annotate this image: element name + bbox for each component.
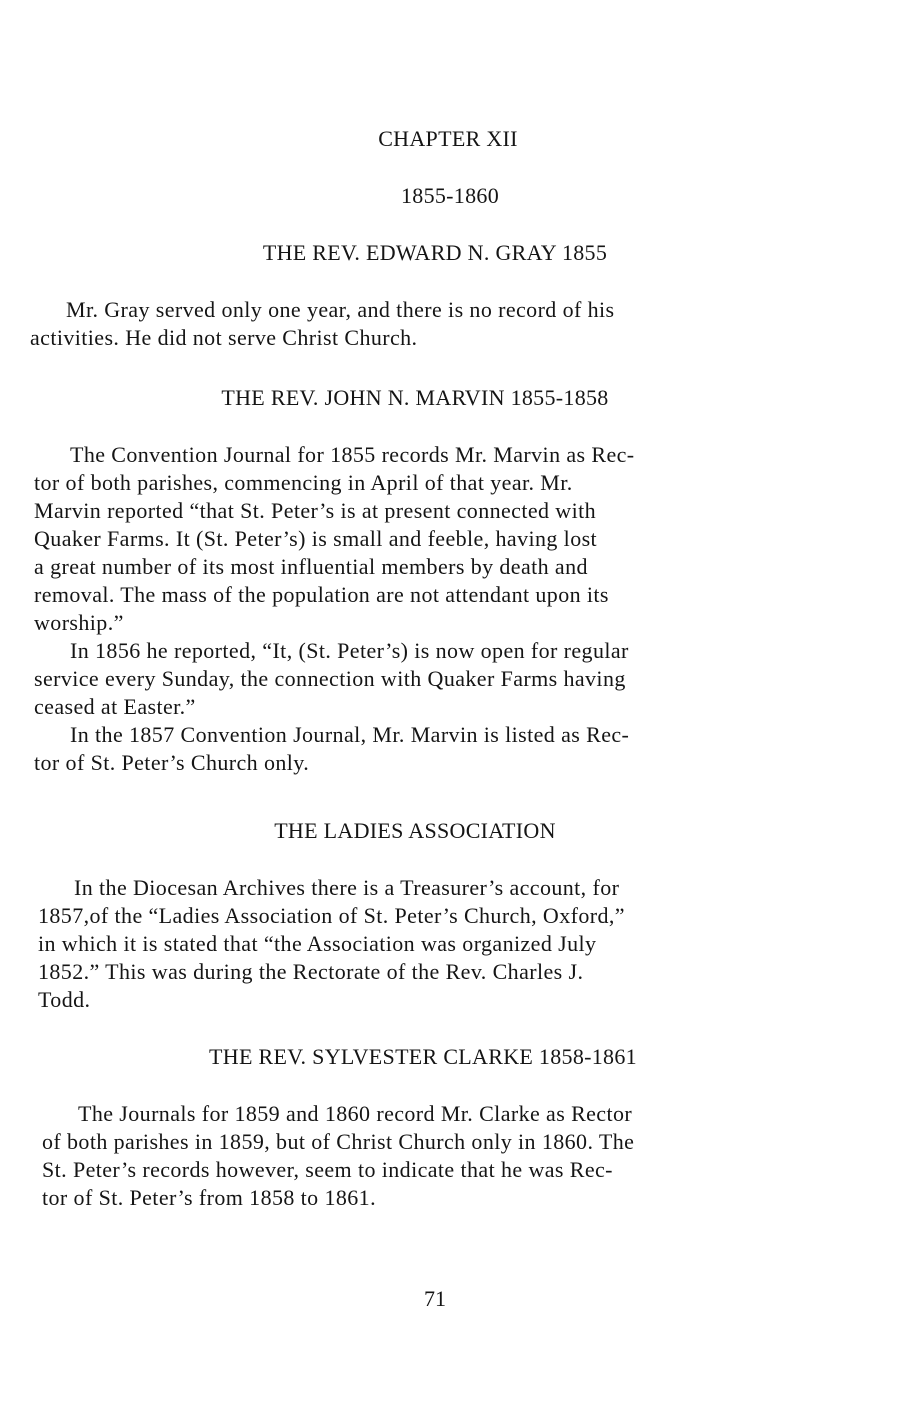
text-line: tor of both parishes, commencing in April of that year. Mr.	[34, 470, 573, 495]
text-line: Mr. Gray served only one year, and there is no record of his	[66, 297, 615, 322]
text-line: removal. The mass of the population are not attendant upon its	[34, 582, 609, 607]
text-line: in which it is stated that “the Association was organized July	[38, 931, 597, 956]
section-heading-clarke: THE REV. SYLVESTER CLARKE 1858-1861	[209, 1044, 637, 1069]
section-body-gray	[30, 296, 615, 352]
text-line: 1852.” This was during the Rectorate of the Rev. Charles J.	[38, 959, 584, 984]
text-line: In the Diocesan Archives there is a Treasurer’s account, for	[74, 875, 620, 900]
text-line: The Convention Journal for 1855 records Mr. Marvin as Rec-	[70, 442, 635, 467]
text-line: a great number of its most influential members by death and	[34, 554, 588, 579]
text-line: activities. He did not serve Christ Church.	[30, 325, 418, 350]
text-line: The Journals for 1859 and 1860 record Mr. Clarke as Rector	[78, 1101, 633, 1126]
text-line: In 1856 he reported, “It, (St. Peter’s) is now open for regular	[70, 638, 629, 663]
page-number: 71	[424, 1286, 446, 1311]
chapter-years: 1855-1860	[400, 183, 500, 208]
text-line: of both parishes in 1859, but of Christ Church only in 1860. The	[42, 1129, 635, 1154]
text-line: 1857,of the “Ladies Association of St. Peter’s Church, Oxford,”	[38, 903, 625, 928]
section-body-ladies	[38, 874, 625, 1014]
text-line: tor of St. Peter’s Church only.	[34, 750, 310, 775]
text-line: tor of St. Peter’s from 1858 to 1861.	[42, 1185, 376, 1210]
text-line: ceased at Easter.”	[34, 694, 196, 719]
section-heading-gray: THE REV. EDWARD N. GRAY 1855	[262, 240, 608, 265]
section-heading-ladies: THE LADIES ASSOCIATION	[274, 818, 556, 843]
text-line: Marvin reported “that St. Peter’s is at present connected with	[34, 498, 597, 523]
chapter-title: CHAPTER XII	[378, 126, 518, 151]
section-body-clarke	[42, 1100, 634, 1212]
text-line: Todd.	[38, 987, 91, 1012]
text-line: In the 1857 Convention Journal, Mr. Marvin is listed as Rec-	[70, 722, 630, 747]
section-body-marvin	[34, 441, 635, 777]
text-line: Quaker Farms. It (St. Peter’s) is small and feeble, having lost	[34, 526, 598, 551]
text-line: service every Sunday, the connection with Quaker Farms having	[34, 666, 626, 691]
section-heading-marvin: THE REV. JOHN N. MARVIN 1855-1858	[221, 385, 609, 410]
text-line: worship.”	[34, 610, 124, 635]
text-line: St. Peter’s records however, seem to indicate that he was Rec-	[42, 1157, 613, 1182]
